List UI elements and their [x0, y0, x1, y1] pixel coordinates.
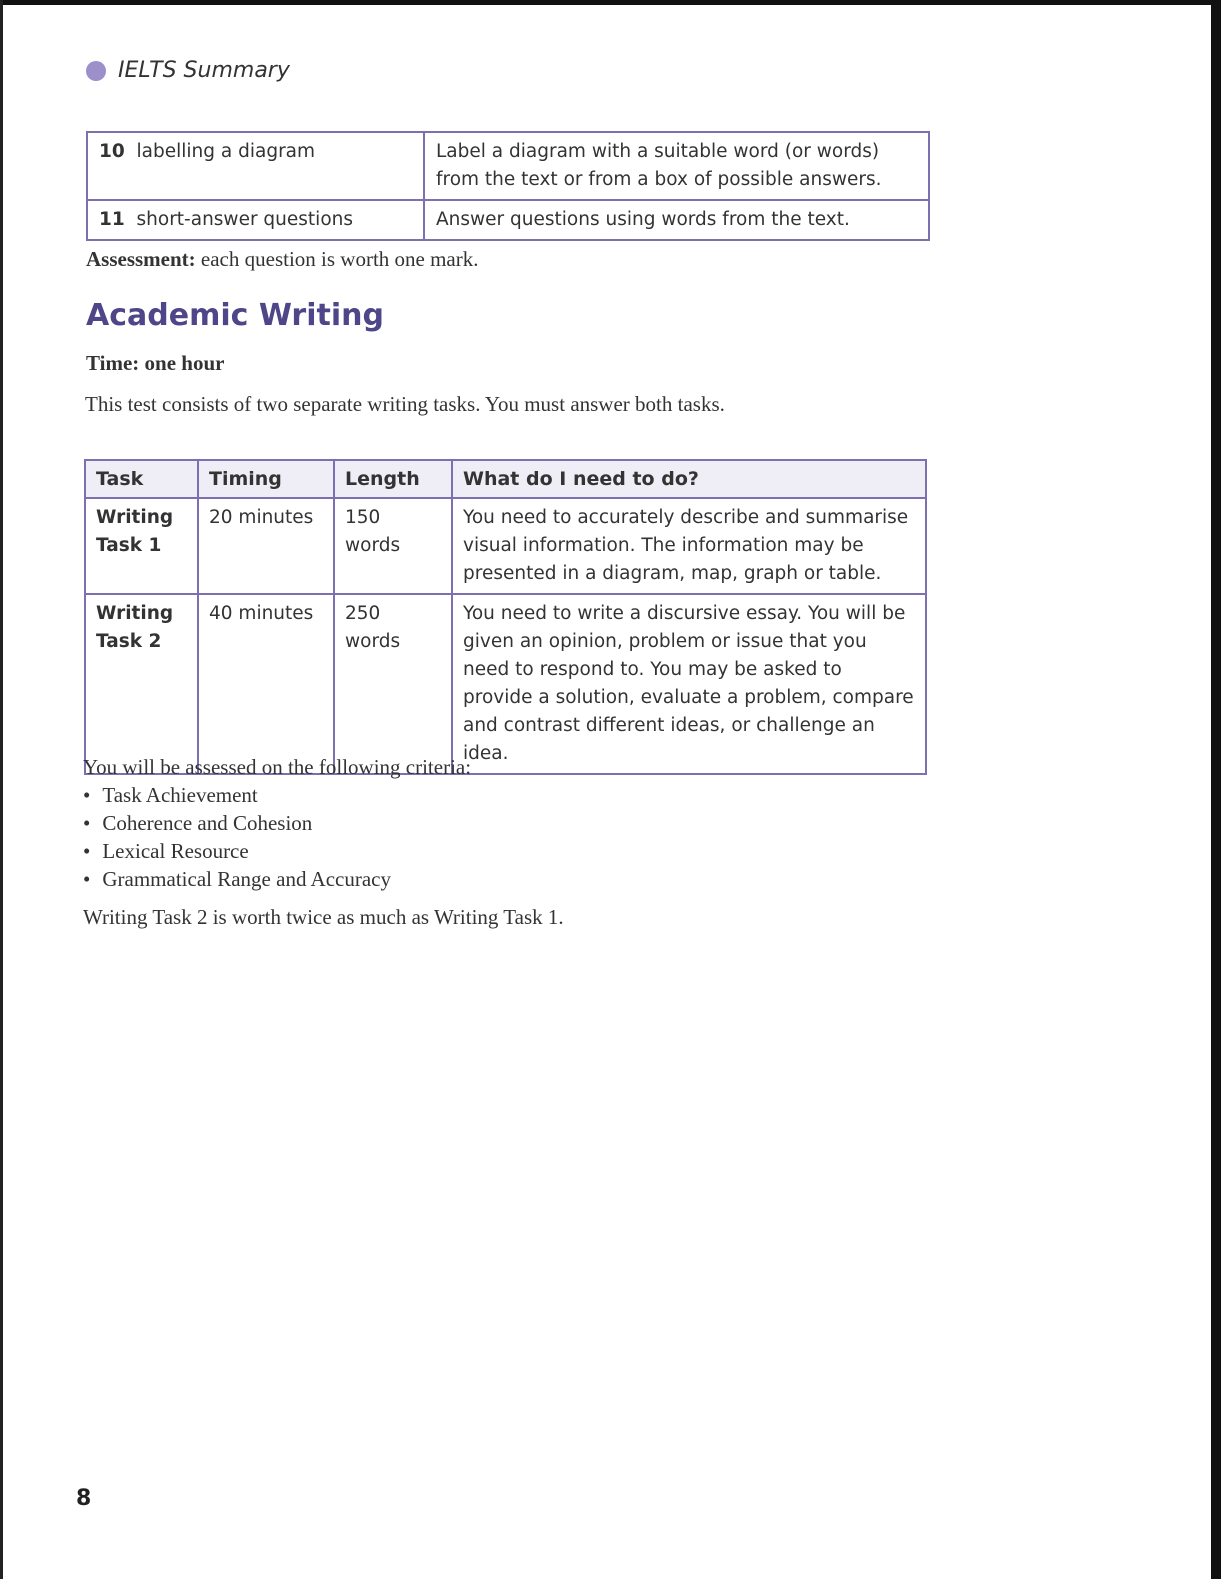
criteria-intro: You will be assessed on the following criteria: [83, 755, 472, 779]
criteria-list [83, 781, 471, 893]
task-description: You need to write a discursive essay. You will be given an opinion, problem or issue that you need to respond to. You may be asked to provide a solution, evaluate a problem, compare and contrast different ideas, or challenge an idea. [452, 594, 926, 774]
final-note: Writing Task 2 is worth twice as much as Writing Task 1. [83, 905, 564, 929]
section-heading: Academic Writing [86, 298, 384, 333]
task-timing: 20 minutes [198, 498, 334, 594]
task-timing: 40 minutes [198, 594, 334, 774]
list-item: • Coherence and Cohesion [83, 809, 471, 837]
assessment-note [86, 247, 479, 272]
table-row [85, 498, 926, 594]
bullet-dot-icon [86, 61, 106, 81]
scan-edge-top [0, 0, 1221, 5]
task-name: Writing Task 2 [85, 594, 198, 774]
table-row [87, 200, 929, 240]
column-header: Length [334, 460, 452, 498]
question-type-cell [87, 200, 424, 240]
scan-edge-right [1211, 0, 1221, 1579]
criteria-block [83, 753, 471, 893]
task-description: You need to accurately describe and summarise visual information. The information may be presented in a diagram, map, graph or table. [452, 498, 926, 594]
time-label: Time: one hour [86, 351, 225, 375]
column-header: Timing [198, 460, 334, 498]
task-length: 150 words [334, 498, 452, 594]
writing-tasks-table [84, 459, 927, 775]
table-row [85, 594, 926, 774]
list-item: • Lexical Resource [83, 837, 471, 865]
header-title: IELTS Summary [118, 58, 290, 83]
question-type-cell [87, 132, 424, 200]
question-number: 10 [99, 141, 125, 162]
column-header: Task [85, 460, 198, 498]
list-item: • Task Achievement [83, 781, 471, 809]
question-description: Answer questions using words from the text. [424, 200, 929, 240]
assessment-text: each question is worth one mark. [195, 247, 479, 271]
table-header-row [85, 460, 926, 498]
assessment-label: Assessment: [86, 247, 196, 271]
task-name: Writing Task 1 [85, 498, 198, 594]
list-item: • Grammatical Range and Accuracy [83, 865, 471, 893]
section-intro: This test consists of two separate writing tasks. You must answer both tasks. [85, 392, 725, 416]
task-length: 250 words [334, 594, 452, 774]
running-header [86, 58, 290, 83]
question-number: 11 [99, 209, 125, 230]
table-row [87, 132, 929, 200]
question-type: short-answer questions [136, 209, 353, 230]
question-description: Label a diagram with a suitable word (or words) from the text or from a box of possible answers. [424, 132, 929, 200]
page-number: 8 [76, 1486, 92, 1511]
reading-question-types-table [86, 131, 930, 241]
question-type: labelling a diagram [136, 141, 316, 162]
scan-edge-left [0, 0, 3, 1579]
column-header: What do I need to do? [452, 460, 926, 498]
